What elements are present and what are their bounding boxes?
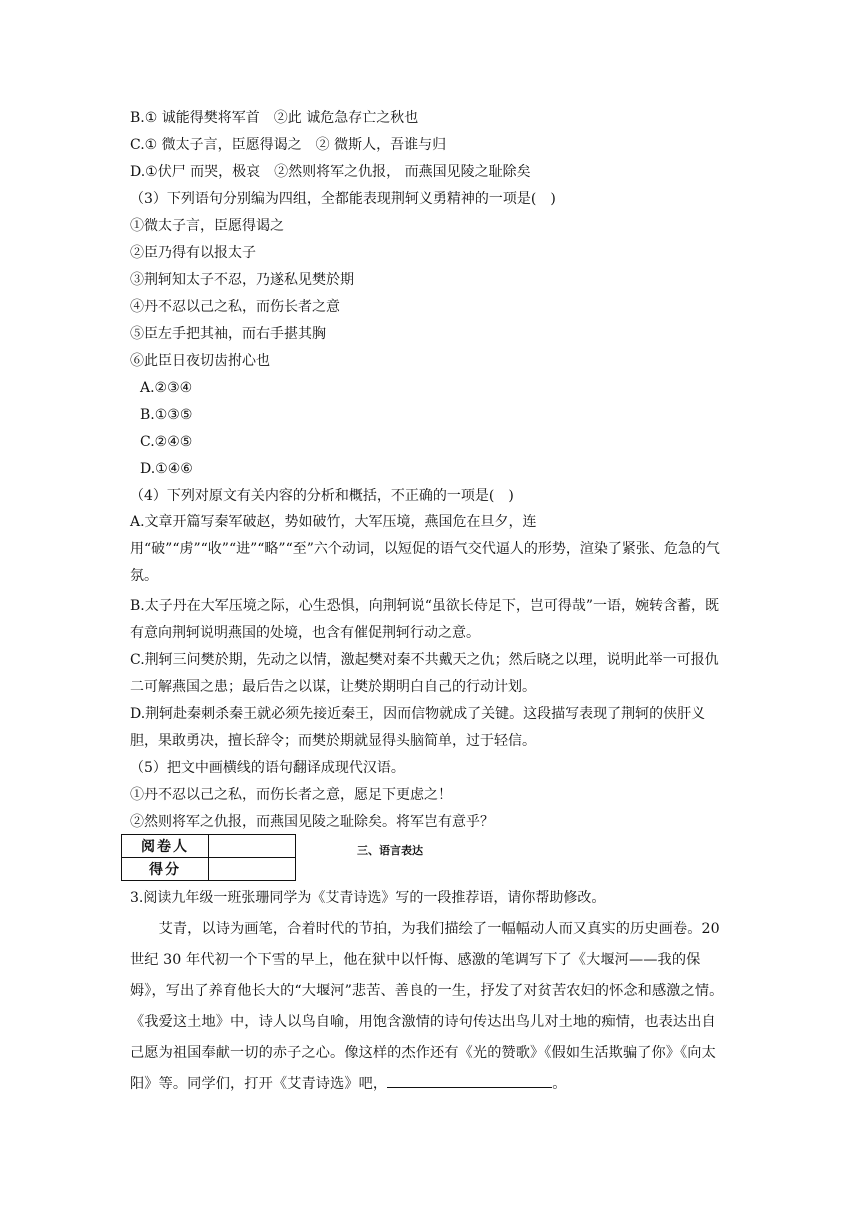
q2-option-d: D.①伏尸 而哭，极哀 ②然则将军之仇报， 而燕国见陵之耻除矣 bbox=[130, 164, 531, 180]
section-title: 三、语言表达 bbox=[357, 844, 423, 857]
q5-item-1: ①丹不忍以己之私，而伤长者之意，愿足下更虑之！ bbox=[130, 787, 452, 803]
passage-end: 。 bbox=[552, 1076, 567, 1092]
q3-option-c: C.②④⑤ bbox=[140, 434, 193, 450]
q4-option-d: D.荆轲赴秦刺杀秦王就必须先接近秦王，因而信物就成了关键。这段描写表现了荆轲的侠肝义胆，果敢勇决，擅长辞令；而樊於期就显得头脑简单，过于轻信。 bbox=[130, 706, 706, 749]
recommendation-passage bbox=[130, 914, 730, 1100]
q4-option-a: A.文章开篇写秦军破赵，势如破竹，大军压境，燕国危在旦夕，连用“破”“虏”“收”“进”“略”“至”六个动词，以短促的语气交代逼人的形势，渲染了紧张、危急的气氛。 bbox=[130, 514, 720, 584]
score-label: 得分 bbox=[122, 858, 209, 881]
answer-blank[interactable] bbox=[387, 1072, 552, 1088]
reviewer-label: 阅卷人 bbox=[122, 835, 209, 858]
q3-item-2: ②臣乃得有以报太子 bbox=[130, 245, 256, 261]
q3-stem: （3）下列语句分别编为四组，全都能表现荆轲义勇精神的一项是( ) bbox=[130, 191, 556, 207]
q3-item-4: ④丹不忍以己之私，而伤长者之意 bbox=[130, 299, 340, 315]
q3-item-5: ⑤臣左手把其袖，而右手揕其胸 bbox=[130, 326, 326, 342]
q5-item-2: ②然则将军之仇报，而燕国见陵之耻除矣。将军岂有意乎？ bbox=[130, 814, 494, 830]
score-cell bbox=[209, 858, 296, 881]
q4-stem: （4）下列对原文有关内容的分析和概括，不正确的一项是( ) bbox=[130, 488, 514, 504]
passage-text: 艾青，以诗为画笔，合着时代的节拍，为我们描绘了一幅幅动人而又真实的历史画卷。20 世纪 30 年代初一个下雪的早上，他在狱中以忏悔、感激的笔调写下了《大堰河——我的保姆》，写出了养育他长大的“大堰河”悲苦、善良的一生，抒发了对贫苦农妇的怀念和感激之情。《我爱这土地》中，诗人以鸟自喻，用饱含激情的诗句传达出鸟儿对土地的痴情，也表达出自己愿为祖国奉献一切的赤子之心。像这样的杰作还有《光的赞歌》《假如生活欺骗了你》《向太阳》等。同学们，打开《艾青诗选》吧， bbox=[130, 921, 724, 1092]
q3-option-b: B.①③⑤ bbox=[140, 407, 193, 423]
q2-option-c: C.① 微太子言，臣愿得谒之 ② 微斯人，吾谁与归 bbox=[130, 137, 447, 153]
q4-option-b: B.太子丹在大军压境之际，心生恐惧，向荆轲说“虽欲长侍足下，岂可得哉”一语，婉转含蓄，既有意向荆轲说明燕国的处境，也含有催促荆轲行动之意。 bbox=[130, 598, 720, 641]
q3-item-1: ①微太子言，臣愿得谒之 bbox=[130, 218, 284, 234]
q3-language-stem: 3.阅读九年级一班张珊同学为《艾青诗选》写的一段推荐语，请你帮助修改。 bbox=[130, 890, 606, 906]
q5-stem: （5）把文中画横线的语句翻译成现代汉语。 bbox=[130, 760, 405, 776]
score-table bbox=[121, 834, 296, 881]
q4-option-c: C.荆轲三问樊於期，先动之以情，激起樊对秦不共戴天之仇；然后晓之以理，说明此举一可报仇二可解燕国之患；最后告之以谋，让樊於期明白自己的行动计划。 bbox=[130, 652, 719, 695]
q3-option-d: D.①④⑥ bbox=[140, 461, 193, 477]
q3-item-3: ③荆轲知太子不忍，乃遂私见樊於期 bbox=[130, 272, 354, 288]
q3-item-6: ⑥此臣日夜切齿拊心也 bbox=[130, 353, 270, 369]
reviewer-cell bbox=[209, 835, 296, 858]
q3-option-a: A.②③④ bbox=[140, 380, 193, 396]
q2-option-b: B.① 诚能得樊将军首 ②此 诚危急存亡之秋也 bbox=[130, 110, 419, 126]
